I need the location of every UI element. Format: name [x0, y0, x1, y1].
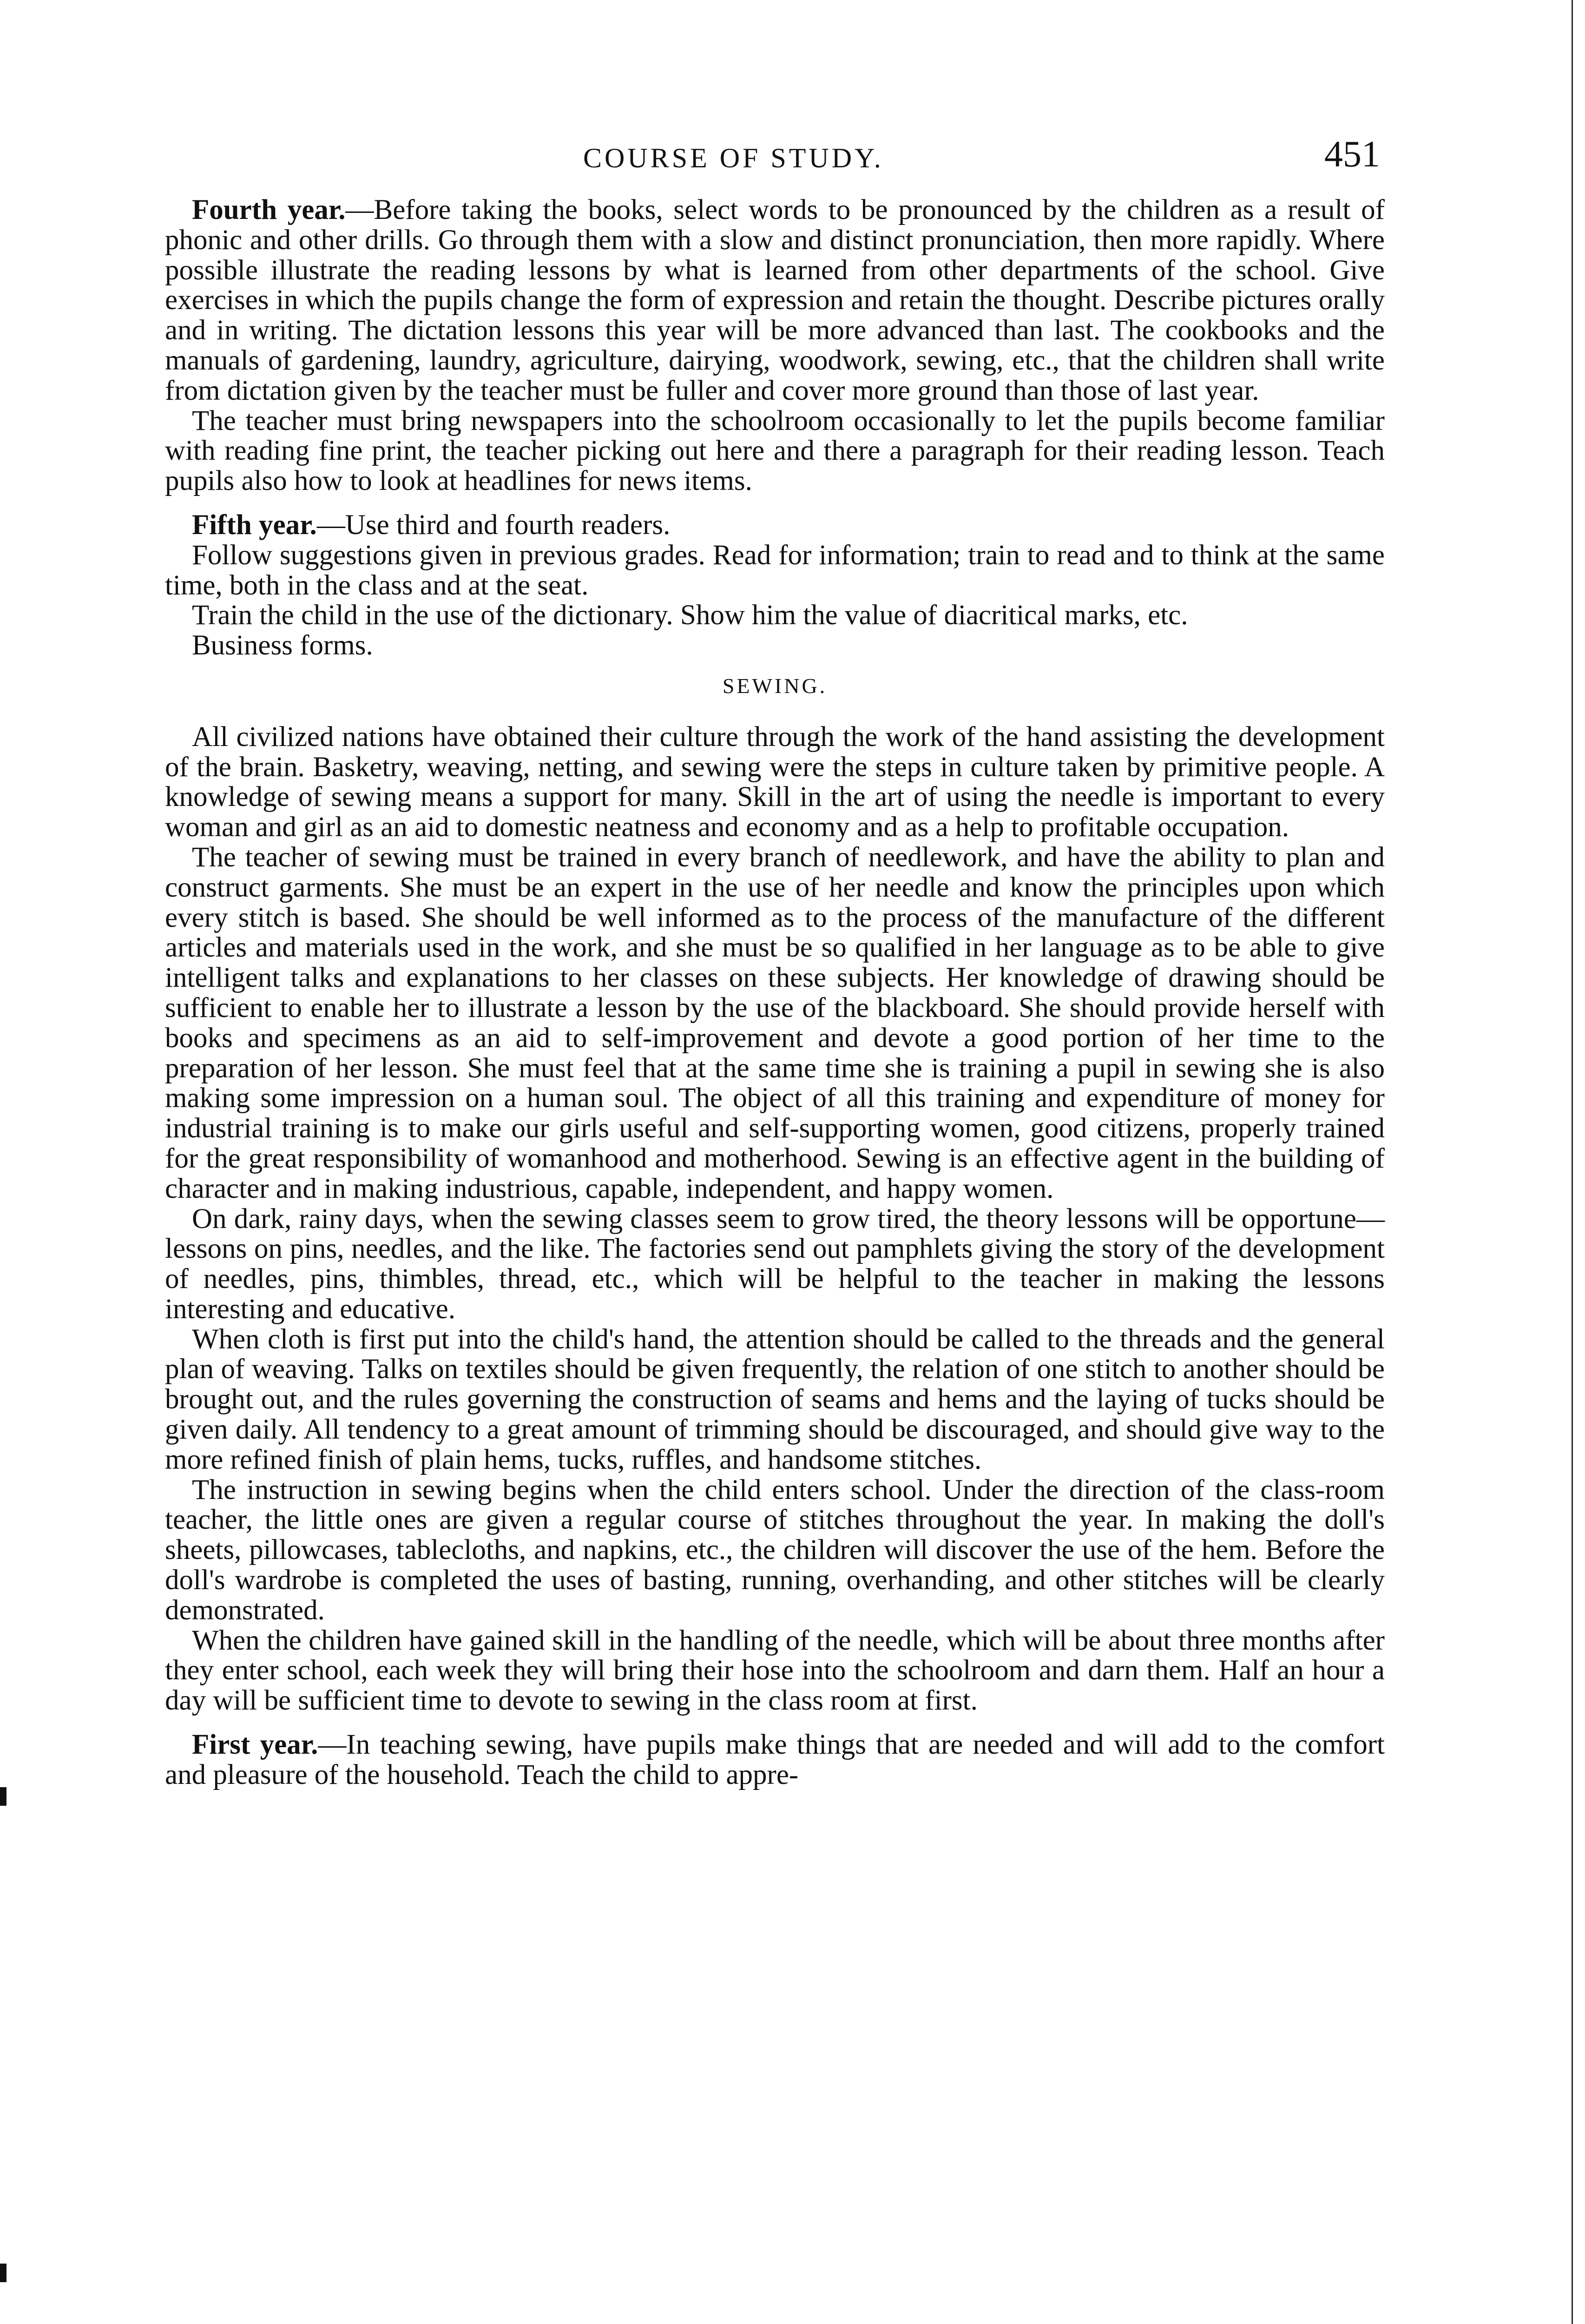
paragraph-text: Use third and fourth readers.	[345, 509, 671, 541]
paragraph-sewing-rainy-days: On dark, rainy days, when the sewing classes seem to grow tired, the theory lessons will be opportune—lessons on pins, needles, and the like. The factories send out pamphlets giving the story of the development of needles, pins, thimbles, thread, etc., which will be helpful to the teacher in making the lessons interesting and educative.	[165, 1203, 1385, 1325]
page-content	[165, 134, 1385, 1790]
paragraph-follow-suggestions: Follow suggestions given in previous grades. Read for information; train to read and to think at the same time, both in the class and at the seat.	[165, 539, 1385, 601]
paragraph-sewing-culture: All civilized nations have obtained their culture through the work of the hand assisting the development of the brain. Basketry, weaving, netting, and sewing were the steps in culture taken by primitive people. A knowledge of sewing means a support for many. Skill in the art of using the needle is important to every woman and girl as an aid to domestic neatness and economy and as a help to profitable occupation.	[165, 721, 1385, 843]
section-heading-sewing: SEWING.	[722, 673, 828, 698]
paragraph-fourth-year	[165, 195, 1385, 406]
run-in-heading: Fourth year.	[192, 194, 346, 225]
page-number: 451	[1324, 134, 1380, 175]
run-in-heading: Fifth year.	[192, 509, 317, 541]
paragraph-sewing-cloth: When cloth is first put into the child's hand, the attention should be called to the threads and the general plan of weaving. Talks on textiles should be given frequently, the relation of one stitch to another should be brought out, and the rules governing the construction of seams and hems and the laying of tucks should be given daily. All tendency to a great amount of trimming should be discouraged, and should give way to the more refined finish of plain hems, tucks, ruffles, and handsome stitches.	[165, 1323, 1385, 1475]
margin-mark	[0, 1787, 7, 1806]
run-in-heading: First year.	[192, 1729, 318, 1761]
running-head	[165, 134, 1385, 195]
paragraph-fifth-year	[165, 510, 1385, 541]
running-title: COURSE OF STUDY.	[583, 143, 884, 173]
paragraph-sewing-darning: When the children have gained skill in the handling of the needle, which will be about three months after they enter school, each week they will bring their hose into the schoolroom and darn them. Half an hour a day will be sufficient time to devote to sewing in the class room at first.	[165, 1624, 1385, 1717]
paragraph-sewing-instruction: The instruction in sewing begins when the child enters school. Under the direction of the class-room teacher, the little ones are given a regular course of stitches throughout the year. In making the doll's sheets, pillowcases, tablecloths, and napkins, etc., the children will discover the use of the hem. Before the doll's wardrobe is completed the uses of basting, running, overhanding, and other stitches will be clearly demonstrated.	[165, 1474, 1385, 1626]
paragraph-business-forms: Business forms.	[192, 630, 373, 661]
em-dash: —	[318, 1729, 347, 1761]
paragraph-first-year	[165, 1730, 1385, 1790]
em-dash: —	[345, 194, 374, 225]
paragraph-dictionary: Train the child in the use of the dictionary. Show him the value of diacritical marks, etc.	[192, 600, 1188, 631]
paragraph-text: In teaching sewing, have pupils make things that are needed and will add to the comfort and pleasure of the household. Teach the child to appre-	[165, 1729, 1385, 1790]
paragraph-newspapers: The teacher must bring newspapers into the schoolroom occasionally to let the pupils become familiar with reading fine print, the teacher picking out here and there a paragraph for their reading lesson. Teach pupils also how to look at headlines for news items.	[165, 405, 1385, 497]
paragraph-sewing-teacher: The teacher of sewing must be trained in every branch of needlework, and have the ability to plan and construct garments. She must be an expert in the use of her needle and know the principles upon which every stitch is based. She should be well informed as to the process of the manufacture of the different articles and materials used in the work, and she must be so qualified in her language as to be able to give intelligent talks and explanations to her classes on these subjects. Her knowledge of drawing should be sufficient to enable her to illustrate a lesson by the use of the blackboard. She should provide herself with books and specimens as an aid to self-improvement and devote a good portion of her time to the preparation of her lesson. She must feel that at the same time she is training a pupil in sewing she is also making some impression on a human soul. The object of all this training and expenditure of money for industrial training is to make our girls useful and self-supporting women, good citizens, properly trained for the great responsibility of womanhood and motherhood. Sewing is an effective agent in the building of character and in making industrious, capable, independent, and happy women.	[165, 841, 1385, 1204]
page-edge-line	[1572, 0, 1573, 2324]
margin-mark	[0, 2264, 7, 2282]
em-dash: —	[316, 509, 345, 541]
paragraph-text: Before taking the books, select words to be pronounced by the children as a result of phonic and other drills. Go through them with a slow and distinct pronunciation, then more rapidly. Where possible illustrate the reading lessons by what is learned from other departments of the school. Give exercises in which the pupils change the form of expression and retain the thought. Describe pictures orally and in writing. The dictation lessons this year will be more advanced than last. The cookbooks and the manuals of gardening, laundry, agriculture, dairying, woodwork, sewing, etc., that the children shall write from dictation given by the teacher must be fuller and cover more ground than those of last year.	[165, 194, 1385, 406]
